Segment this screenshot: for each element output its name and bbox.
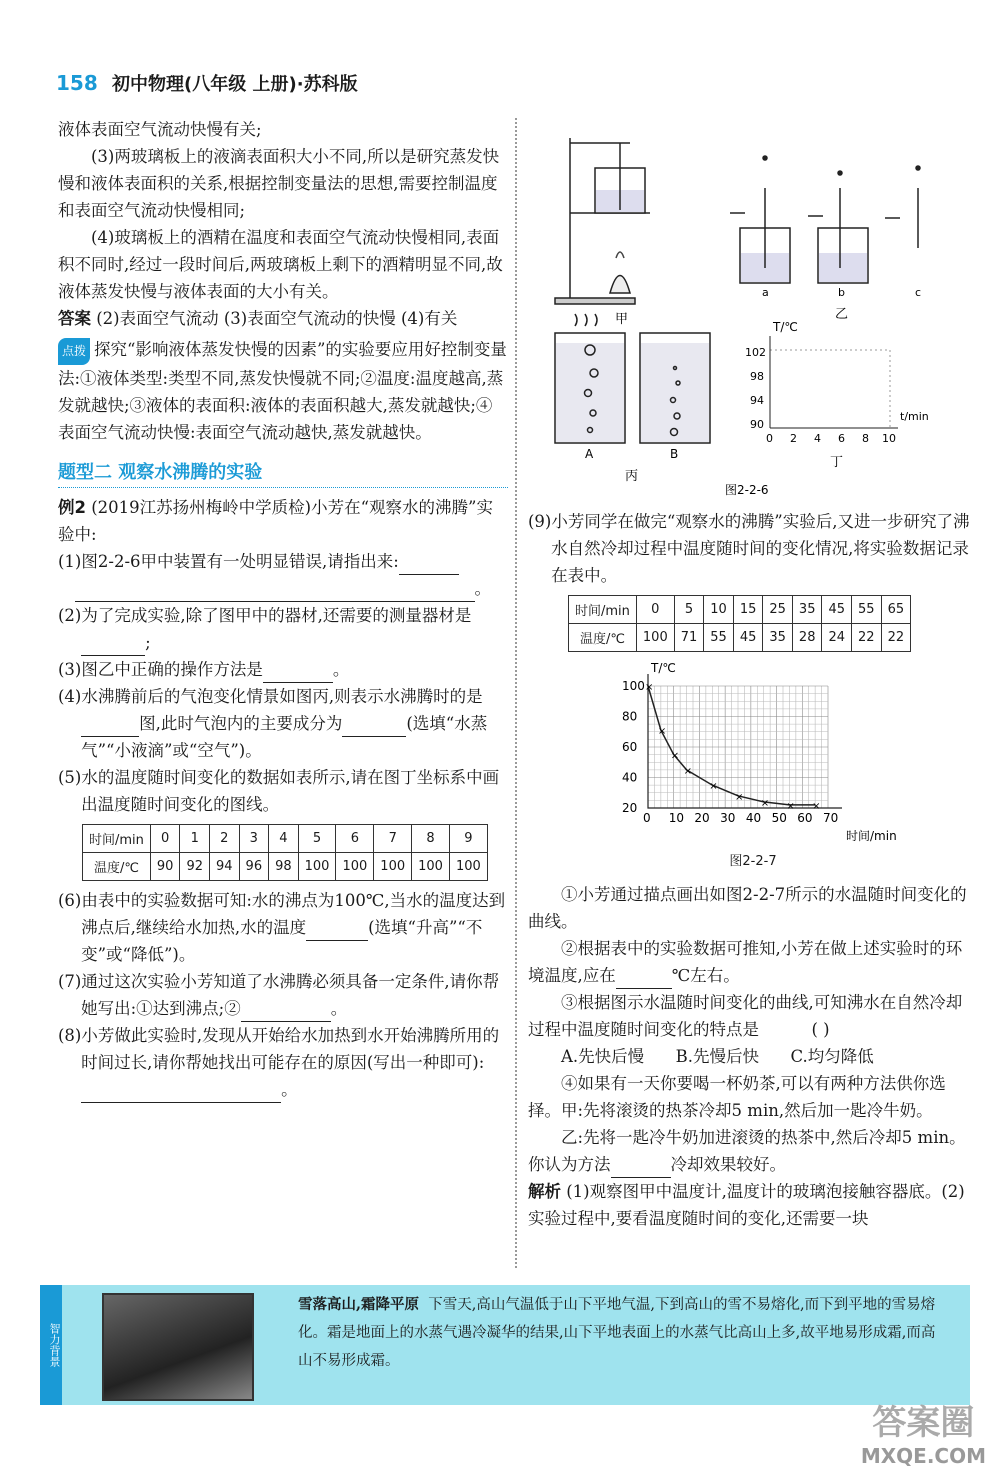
data-point: × (645, 682, 654, 693)
section-title: 题型二 观察水沸腾的实验 (58, 458, 508, 488)
question-6 (58, 887, 508, 968)
table-cell: 100 (336, 853, 374, 881)
example-intro-text: (2019江苏扬州梅岭中学质检)小芳在“观察水的沸腾”实验中: (58, 498, 493, 544)
table-cell: 2 (210, 825, 240, 853)
data-point: × (812, 800, 821, 812)
table-cell: 5 (298, 825, 336, 853)
table-cell: 90 (150, 853, 180, 881)
table-cell: 100 (374, 853, 412, 881)
question-3-text: (3)图乙中正确的操作方法是 (58, 660, 263, 679)
question-1-line: 。 (58, 575, 508, 602)
ding-ytick: 94 (750, 394, 764, 407)
ding-xtick: 2 (790, 432, 797, 445)
x-tick-label: 30 (720, 811, 736, 825)
x-tick-label: 50 (771, 811, 787, 825)
table-row (569, 596, 911, 624)
y-tick-label: 20 (622, 801, 638, 815)
table-cell: 1 (180, 825, 210, 853)
table-cell: 22 (881, 624, 911, 652)
sub-5-text-b: 冷却效果较好。 (670, 1155, 786, 1174)
options (528, 1043, 978, 1070)
y-tick-label: 60 (622, 740, 638, 754)
table-cell: 0 (150, 825, 180, 853)
analysis-text: (1)观察图甲中温度计,温度计的玻璃泡接触容器底。(2)实验过程中,要看温度随时间的变化,还需要一块 (528, 1182, 965, 1228)
apparatus-yi (730, 156, 920, 283)
mountain-photo (102, 1293, 254, 1401)
sub-2 (528, 935, 978, 989)
table-cell: 28 (792, 624, 822, 652)
sub-1: ①小芳通过描点画出如图2-2-7所示的水温随时间变化的曲线。 (528, 885, 967, 931)
option-a[interactable]: A.先快后慢 (561, 1047, 645, 1066)
background-banner (40, 1285, 970, 1405)
question-6-text: (6)由表中的实验数据可知:水的沸点为100℃,当水的温度达到沸点后,继续给水加热,水的温度 (58, 891, 506, 937)
tip-badge: 点拨 (58, 338, 90, 365)
label-ding: 丁 (830, 455, 844, 470)
table-row (83, 853, 488, 881)
table-header-cell: 时间/min (569, 596, 637, 624)
question-4 (58, 683, 508, 764)
table-cell: 25 (763, 596, 793, 624)
label-a: a (762, 286, 769, 299)
text-p1: (3)两玻璃板上的液滴表面积大小不同,所以是研究蒸发快慢和液体表面积的关系,根据控制变量法的思想,需要控制温度和表面空气流动快慢相同; (58, 147, 500, 220)
sub-2-text-b: ℃左右。 (671, 966, 740, 985)
table-cell: 100 (449, 853, 487, 881)
question-2-text: (2)为了完成实验,除了图甲中的器材,还需要的测量器材是 (58, 606, 472, 625)
text-p0: 液体表面空气流动快慢有关; (58, 120, 262, 139)
watermark-url: MXQE.COM (860, 1444, 986, 1468)
question-4-text-b: 图,此时气泡内的主要成分为 (139, 714, 343, 733)
question-8: (8)小芳做此实验时,发现从开始给水加热到水开始沸腾所用的时间过长,请你帮她找出可能存在的原因(写出一种即可):。 (58, 1022, 508, 1103)
label-bing: 丙 (625, 469, 639, 484)
table-header-cell: 温度/℃ (569, 624, 637, 652)
x-tick-label: 70 (823, 811, 839, 825)
sub-3 (528, 989, 978, 1043)
table-cell: 9 (449, 825, 487, 853)
table-cell: 98 (269, 853, 299, 881)
banner-body: 下雪天,高山气温低于山下平地气温,下到高山的雪不易熔化,而下到平地的雪易熔化。霜是地面上的水蒸气遇冷凝华的结果,山下平地表面上的水蒸气比高山上多,故平地易形成霜,而高山不易形成霜。 (298, 1297, 936, 1369)
table-cell: 35 (792, 596, 822, 624)
answer-blank[interactable] (611, 1159, 671, 1178)
table-cell: 100 (412, 853, 450, 881)
analysis-label: 解析 (528, 1182, 561, 1201)
sub-3-text: ③根据图示水温随时间变化的曲线,可知沸水在自然冷却过程中温度随时间变化的特点是 (528, 993, 963, 1039)
table-cell: 71 (674, 624, 704, 652)
x-tick-label: 40 (745, 811, 762, 825)
column-divider (515, 118, 517, 1268)
table-row (83, 825, 488, 853)
y-tick-label: 100 (622, 679, 645, 693)
question-8-text: (8)小芳做此实验时,发现从开始给水加热到水开始沸腾所用的时间过长,请你帮她找出可能存在的原因(写出一种即可): (58, 1026, 500, 1072)
ding-xtick: 10 (882, 432, 896, 445)
ding-ytick: 90 (750, 418, 764, 431)
table-cell: 24 (822, 624, 852, 652)
question-7-text: (7)通过这次实验小芳知道了水沸腾必须具备一定条件,请你帮她写出:①达到沸点;② (58, 972, 500, 1018)
question-1 (58, 548, 508, 575)
question-4-text-c: (选填“水蒸气”“小液滴”或“空气”)。 (81, 714, 488, 760)
label-yi: 乙 (835, 307, 849, 322)
table-cell: 3 (239, 825, 269, 853)
chart-ylabel: T/℃ (651, 661, 676, 675)
label-B: B (670, 447, 679, 461)
label-b: b (838, 286, 845, 299)
watermark (861, 1395, 986, 1468)
left-column (58, 116, 508, 1103)
apparatus-bing (555, 314, 710, 443)
answer-blank[interactable] (81, 637, 145, 656)
example-intro (58, 494, 508, 548)
figure-2-2-6 (540, 118, 980, 498)
ding-xtick: 8 (862, 432, 869, 445)
y-tick-label: 80 (622, 709, 638, 724)
watermark-logo: 答案圈 (872, 1403, 975, 1443)
question-5: (5)水的温度随时间变化的数据如表所示,请在图丁坐标系中画出温度随时间变化的图线。 (58, 768, 500, 814)
chart-axis (648, 674, 842, 808)
page-header (56, 70, 358, 96)
question-3: (3)图乙中正确的操作方法是 。 (58, 656, 508, 683)
data-point: × (670, 750, 680, 762)
table-cell: 5 (674, 596, 704, 624)
example-label: 例2 (58, 498, 86, 517)
analysis (528, 1178, 978, 1232)
data-point: × (683, 765, 692, 777)
question-4-text: (4)水沸腾前后的气泡变化情景如图丙,则表示水沸腾时的是 (58, 687, 483, 706)
banner-side-label: 智力背景 (40, 1285, 62, 1405)
table-cell: 65 (881, 596, 911, 624)
table-cell: 55 (852, 596, 882, 624)
table-cell: 100 (636, 624, 674, 652)
label-c: c (915, 286, 922, 299)
data-point: × (709, 781, 718, 793)
table-row (569, 624, 911, 652)
table-cell: 7 (374, 825, 412, 853)
option-b[interactable]: B.先慢后快 (675, 1047, 760, 1066)
table-cell: 8 (412, 825, 450, 853)
question-6-text-b: (选填“升高”“不变”或“降低”)。 (81, 918, 483, 964)
boiling-data-table (82, 824, 488, 881)
banner-text (298, 1291, 948, 1375)
sub-4: ④如果有一天你要喝一杯奶茶,可以有两种方法供你选择。甲:先将滚烫的热茶冷却5 min,然后加一匙冷牛奶。 (528, 1074, 946, 1120)
figure-caption: 图2-2-7 (729, 854, 777, 869)
table-header-cell: 温度/℃ (83, 853, 151, 881)
table-cell: 35 (763, 624, 793, 652)
apparatus-jia (555, 138, 650, 304)
table-cell: 94 (210, 853, 240, 881)
book-title: 初中物理(八年级 上册)·苏科版 (112, 74, 358, 95)
table-cell: 96 (239, 853, 269, 881)
question-2: (2)为了完成实验,除了图甲中的器材,还需要的测量器材是; (58, 602, 508, 656)
table-cell: 100 (298, 853, 336, 881)
answer-blank[interactable] (81, 718, 139, 737)
answer-blank[interactable] (241, 1003, 331, 1022)
table-cell: 10 (704, 596, 734, 624)
cooling-data-table (568, 595, 911, 652)
page-number: 158 (56, 71, 98, 95)
ding-xtick: 6 (838, 432, 845, 445)
table-cell: 6 (336, 825, 374, 853)
table-cell: 45 (733, 624, 763, 652)
ding-ylabel: T/℃ (773, 320, 798, 334)
table-cell: 92 (180, 853, 210, 881)
figure-caption: 图2-2-6 (725, 483, 769, 497)
sub-5 (528, 1124, 978, 1178)
answer-blank[interactable] (75, 583, 475, 602)
sub-2-text: ②根据表中的实验数据可推知,小芳在做上述实验时的环境温度,应在 (528, 939, 963, 985)
table-cell: 22 (852, 624, 882, 652)
x-tick-label: 10 (668, 811, 684, 825)
x-tick-label: 60 (797, 811, 813, 825)
figure-2-2-7 (528, 658, 978, 844)
ding-ytick: 98 (750, 370, 764, 383)
label-jia: 甲 (615, 312, 629, 327)
data-point: × (657, 726, 667, 738)
y-tick-label: 40 (622, 770, 638, 785)
sub-5-text: 乙:先将一匙冷牛奶加进滚烫的热茶中,然后冷却5 min。你认为方法 (528, 1128, 966, 1174)
answer-label: 答案 (58, 309, 91, 328)
chart-xlabel: 时间/min (846, 829, 897, 843)
answer-line (58, 305, 508, 332)
answer-text: (2)表面空气流动 (3)表面空气流动的快慢 (4)有关 (96, 309, 458, 328)
option-c[interactable]: C.均匀降低 (790, 1047, 874, 1066)
x-tick-label: 0 (643, 811, 651, 825)
question-7: (7)通过这次实验小芳知道了水沸腾必须具备一定条件,请你帮她写出:①达到沸点;② 。 (58, 968, 508, 1022)
answer-blank[interactable] (306, 922, 368, 941)
answer-blank[interactable] (81, 1084, 281, 1103)
right-column (528, 508, 978, 1232)
answer-paren[interactable]: ( ) (811, 1020, 830, 1039)
table-cell: 15 (733, 596, 763, 624)
ding-xlabel: t/min (900, 410, 929, 423)
table-header-cell: 时间/min (83, 825, 151, 853)
chart-grid (648, 686, 828, 808)
ding-xtick: 4 (814, 432, 821, 445)
banner-title: 雪落高山,霜降平原 (298, 1296, 420, 1313)
table-cell: 45 (822, 596, 852, 624)
text-p2: (4)玻璃板上的酒精在温度和表面空气流动快慢相同,表面积不同时,经过一段时间后,两玻璃板上剩下的酒精明显不同,故液体蒸发快慢与液体表面的大小有关。 (58, 228, 503, 301)
answer-blank[interactable] (399, 556, 459, 575)
tip-text: 探究“影响液体蒸发快慢的因素”的实验要应用好控制变量法:①液体类型:类型不同,蒸发快慢就不同;②温度:温度越高,蒸发就越快;③液体的表面积:液体的表面积越大,蒸发就越快;④表面空气流动快慢:表面空气流动越快,蒸发就越快。 (58, 340, 507, 442)
table-cell: 0 (636, 596, 674, 624)
answer-blank[interactable] (342, 718, 406, 737)
ding-xtick: 0 (766, 432, 773, 445)
data-point: × (760, 797, 770, 809)
tip-paragraph (58, 336, 508, 446)
table-cell: 55 (704, 624, 734, 652)
ding-ytick: 102 (745, 346, 766, 359)
answer-blank[interactable] (616, 970, 672, 989)
data-point: × (786, 800, 795, 812)
x-tick-label: 20 (694, 811, 710, 825)
question-9: (9)小芳同学在做完“观察水的沸腾”实验后,又进一步研究了沸水自然冷却过程中温度随时间的变化情况,将实验数据记录在表中。 (528, 512, 970, 585)
label-A: A (585, 447, 594, 461)
question-1-text: (1)图2-2-6甲中装置有一处明显错误,请指出来: (58, 552, 399, 571)
answer-blank[interactable] (263, 664, 333, 683)
table-cell: 4 (269, 825, 299, 853)
axes-ding (770, 336, 898, 428)
data-point: × (735, 791, 744, 803)
